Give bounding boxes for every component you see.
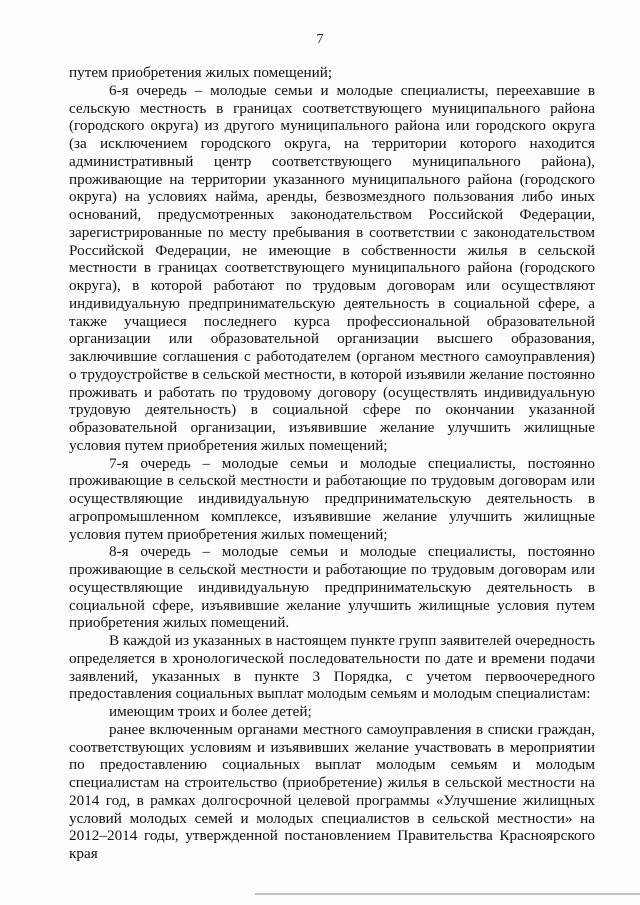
paragraph-priority-order: В каждой из указанных в настоящем пункте групп заявителей очередность определяется в хронологической последовательности по дате и времени подачи заявлений, указанных в пункте 3 Порядка, с учетом первоочередного предоставления социальных выплат молодым семьям и молодым специалистам: <box>69 632 595 703</box>
paragraph-queue-6: 6-я очередь – молодые семьи и молодые специалисты, переехавшие в сельскую местность в границах соответствующего муниципального района (городского округа) из другого муниципального района или городского округа (за исключением городского округа, на территории которого находится административный центр соответствующего муниципального района), проживающие на территории указанного муниципального района (городского округа) на условиях найма, аренды, безвозмездного пользования либо иных оснований, предусмотренных законодательством Российской Федерации, зарегистрированные по месту пребывания в соответствии с законодательством Российской Федерации, не имеющие в собственности жилья в сельской местности в границах соответствующего муниципального района (городского округа), в которой работают по трудовым договорам или осуществляют индивидуальную предпринимательскую деятельность в социальной сфере, а также учащиеся последнего курса профессиональной образовательной организации или образовательной организации высшего образования, заключившие соглашения с работодателем (органом местного самоуправления) о трудоустройстве в сельской местности, в которой изъявили желание постоянно проживать и работать по трудовому договору (осуществлять индивидуальную трудовую деятельность) в социальной сфере по окончании указанной образовательной организации, изъявившие желание улучшить жилищные условия путем приобретения жилых помещений; <box>69 81 595 454</box>
paragraph-three-children: имеющим троих и более детей; <box>109 703 312 720</box>
body-text <box>69 64 595 863</box>
page-number: 7 <box>316 32 324 47</box>
scan-edge-line <box>255 893 640 895</box>
paragraph-continuation: путем приобретения жилых помещений; <box>69 64 333 81</box>
paragraph-queue-7: 7-я очередь – молодые семьи и молодые специалисты, постоянно проживающие в сельской местности и работающие по трудовым договорам или осуществляющие индивидуальную предпринимательскую деятельность в агропромышленном комплексе, изъявившие желание улучшить жилищные условия путем приобретения жилых помещений; <box>69 454 595 543</box>
paragraph-previously-included: ранее включенным органами местного самоуправления в списки граждан, соответствующих условиям и изъявивших желание участвовать в мероприятии по предоставлению социальных выплат молодым семьям и молодым специалистам на строительство (приобретение) жилья в сельской местности на 2014 год, в рамках долгосрочной целевой программы «Улучшение жилищных условий молодых семей и молодых специалистов в сельской местности» на 2012–2014 годы, утвержденной постановлением Правительства Красноярского края <box>69 720 595 862</box>
paragraph-queue-8: 8-я очередь – молодые семьи и молодые специалисты, постоянно проживающие в сельской местности и работающие по трудовым договорам или осуществляющие индивидуальную предпринимательскую деятельность в социальной сфере, изъявившие желание улучшить жилищные условия путем приобретения жилых помещений. <box>69 543 595 632</box>
